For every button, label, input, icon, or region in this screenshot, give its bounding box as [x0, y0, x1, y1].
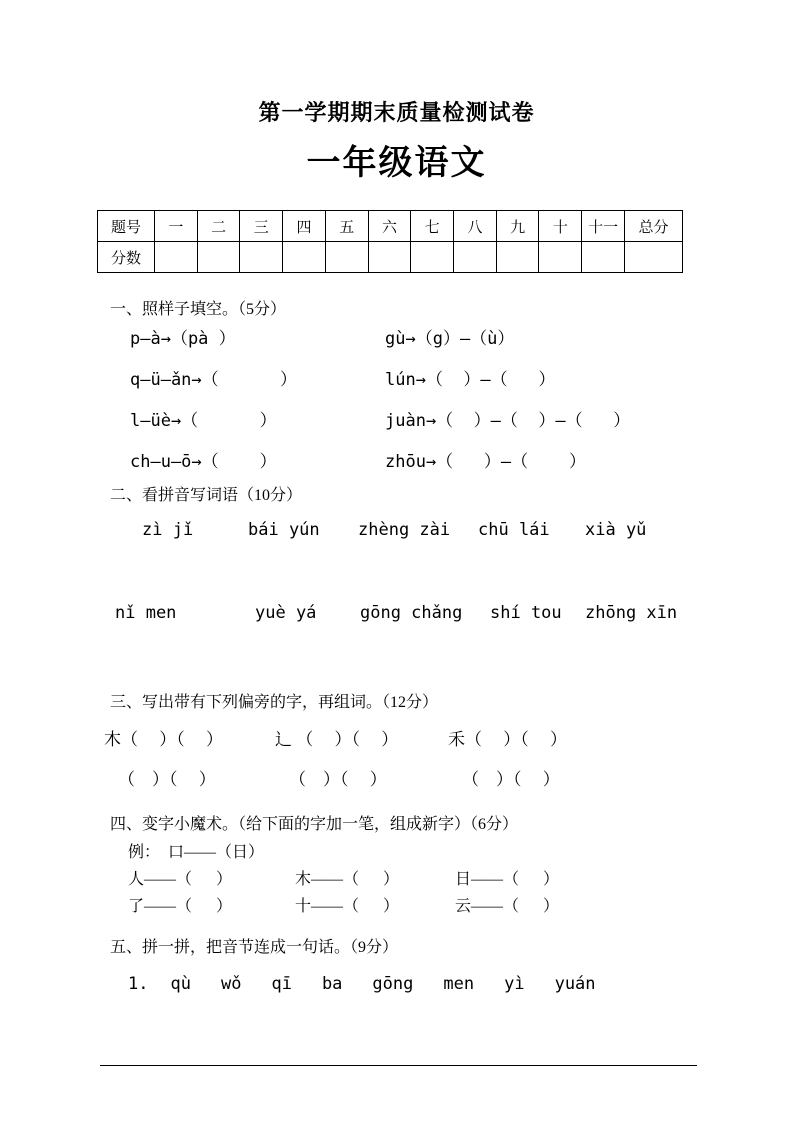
score-table-col-2: 二 — [197, 211, 240, 242]
pinyin-exercise-row — [130, 411, 793, 432]
syllable: men — [443, 974, 475, 994]
section-4 — [0, 814, 793, 917]
section-1-heading: 一、照样子填空。（5分） — [110, 301, 287, 318]
radical-item: 木（ ）（ ） — [104, 730, 223, 749]
section-4-example: 例： 口——（日） — [128, 844, 265, 861]
blank-pair: （ ）（ ） — [118, 770, 216, 789]
pinyin-word: xià yǔ — [585, 520, 647, 540]
pinyin-word: yuè yá — [255, 603, 317, 623]
section-2-heading: 二、看拼音写词语（10分） — [110, 487, 303, 504]
score-cell-empty — [240, 242, 283, 273]
score-cell-empty — [454, 242, 497, 273]
answer-line — [100, 1065, 697, 1066]
section-5 — [0, 937, 793, 1066]
score-cell-empty — [625, 242, 683, 273]
syllable: qù — [170, 974, 191, 994]
score-table-col-11: 十一 — [582, 211, 625, 242]
char-magic-item: 了——（ ） — [128, 898, 233, 915]
paper-subtitle: 一年级语文 — [306, 144, 487, 182]
radical-exercise-row — [104, 729, 793, 750]
syllable: wǒ — [220, 974, 242, 994]
score-table-col-8: 八 — [454, 211, 497, 242]
radical-item: 禾（ ）（ ） — [448, 730, 567, 749]
char-magic-item: 木——（ ） — [295, 871, 400, 888]
char-magic-item: 十——（ ） — [295, 898, 400, 915]
pinyin-word: gōng chǎng — [360, 603, 463, 623]
score-table-score-row — [98, 242, 683, 273]
section-3 — [0, 692, 793, 790]
section-1 — [0, 299, 793, 473]
pinyin-item-right: zhōu→（ ）—（ ） — [385, 452, 587, 472]
pinyin-exercise-row — [130, 452, 793, 473]
pinyin-word: bái yún — [248, 520, 320, 540]
radical-blank-row — [118, 769, 793, 790]
score-table-col-10: 十 — [539, 211, 582, 242]
pinyin-item-right: gù→（g）—（ù） — [385, 329, 515, 349]
score-table-question-label: 题号 — [98, 211, 155, 242]
pinyin-item-left: p—à→（pà ） — [130, 329, 236, 349]
score-table-col-6: 六 — [368, 211, 411, 242]
pinyin-item-left: l—üè→（ ） — [130, 411, 277, 431]
section-3-heading: 三、写出带有下列偏旁的字，再组词。（12分） — [110, 694, 439, 711]
item-number: 1. — [128, 974, 149, 994]
char-magic-row — [128, 896, 793, 917]
score-table-col-9: 九 — [496, 211, 539, 242]
char-magic-item: 人——（ ） — [128, 871, 233, 888]
score-cell-empty — [325, 242, 368, 273]
score-table-col-5: 五 — [325, 211, 368, 242]
syllable: qī — [271, 974, 292, 994]
score-table — [97, 210, 683, 273]
pinyin-item-right: juàn→（ ）—（ ）—（ ） — [385, 411, 631, 431]
section-4-heading: 四、变字小魔术。（给下面的字加一笔，组成新字）（6分） — [110, 816, 519, 833]
pinyin-exercise-row — [130, 370, 793, 391]
syllable: ba — [321, 974, 343, 994]
pinyin-word: zhèng zài — [358, 520, 451, 540]
syllable-row — [128, 974, 793, 995]
pinyin-word: zì jǐ — [142, 520, 194, 540]
pinyin-item-right: lún→（ ）—（ ） — [385, 370, 556, 390]
syllable: yuán — [554, 974, 596, 994]
section-2 — [0, 485, 793, 624]
pinyin-word: nǐ men — [115, 603, 177, 623]
pinyin-word: shí tou — [490, 603, 562, 623]
pinyin-word: zhōng xīn — [585, 603, 678, 623]
paper-title: 第一学期期末质量检测试卷 — [258, 100, 535, 125]
char-magic-row — [128, 869, 793, 890]
char-magic-item: 云——（ ） — [455, 898, 560, 915]
score-cell-empty — [197, 242, 240, 273]
score-table-col-total: 总分 — [625, 211, 683, 242]
score-table-col-1: 一 — [155, 211, 198, 242]
blank-pair: （ ）（ ） — [289, 770, 387, 789]
radical-item: 辶 （ ）（ ） — [275, 730, 399, 749]
score-cell-empty — [155, 242, 198, 273]
score-cell-empty — [411, 242, 454, 273]
score-cell-empty — [283, 242, 326, 273]
score-cell-empty — [539, 242, 582, 273]
pinyin-word: chū lái — [478, 520, 550, 540]
score-table-col-3: 三 — [240, 211, 283, 242]
score-cell-empty — [582, 242, 625, 273]
score-table-score-label: 分数 — [98, 242, 155, 273]
score-cell-empty — [496, 242, 539, 273]
score-table-col-4: 四 — [283, 211, 326, 242]
score-table-header-row — [98, 211, 683, 242]
pinyin-word-row — [115, 603, 793, 624]
pinyin-item-left: ch—u—ō→（ ） — [130, 452, 277, 472]
pinyin-item-left: q—ü—ǎn→（ ） — [130, 370, 298, 390]
score-cell-empty — [368, 242, 411, 273]
score-table-col-7: 七 — [411, 211, 454, 242]
blank-pair: （ ）（ ） — [462, 770, 560, 789]
syllable: yì — [504, 974, 525, 994]
char-magic-item: 日——（ ） — [455, 871, 560, 888]
syllable: gōng — [372, 974, 414, 994]
pinyin-word-row — [142, 520, 793, 541]
section-5-heading: 五、拼一拼，把音节连成一句话。（9分） — [110, 939, 399, 956]
pinyin-exercise-row — [130, 329, 793, 350]
